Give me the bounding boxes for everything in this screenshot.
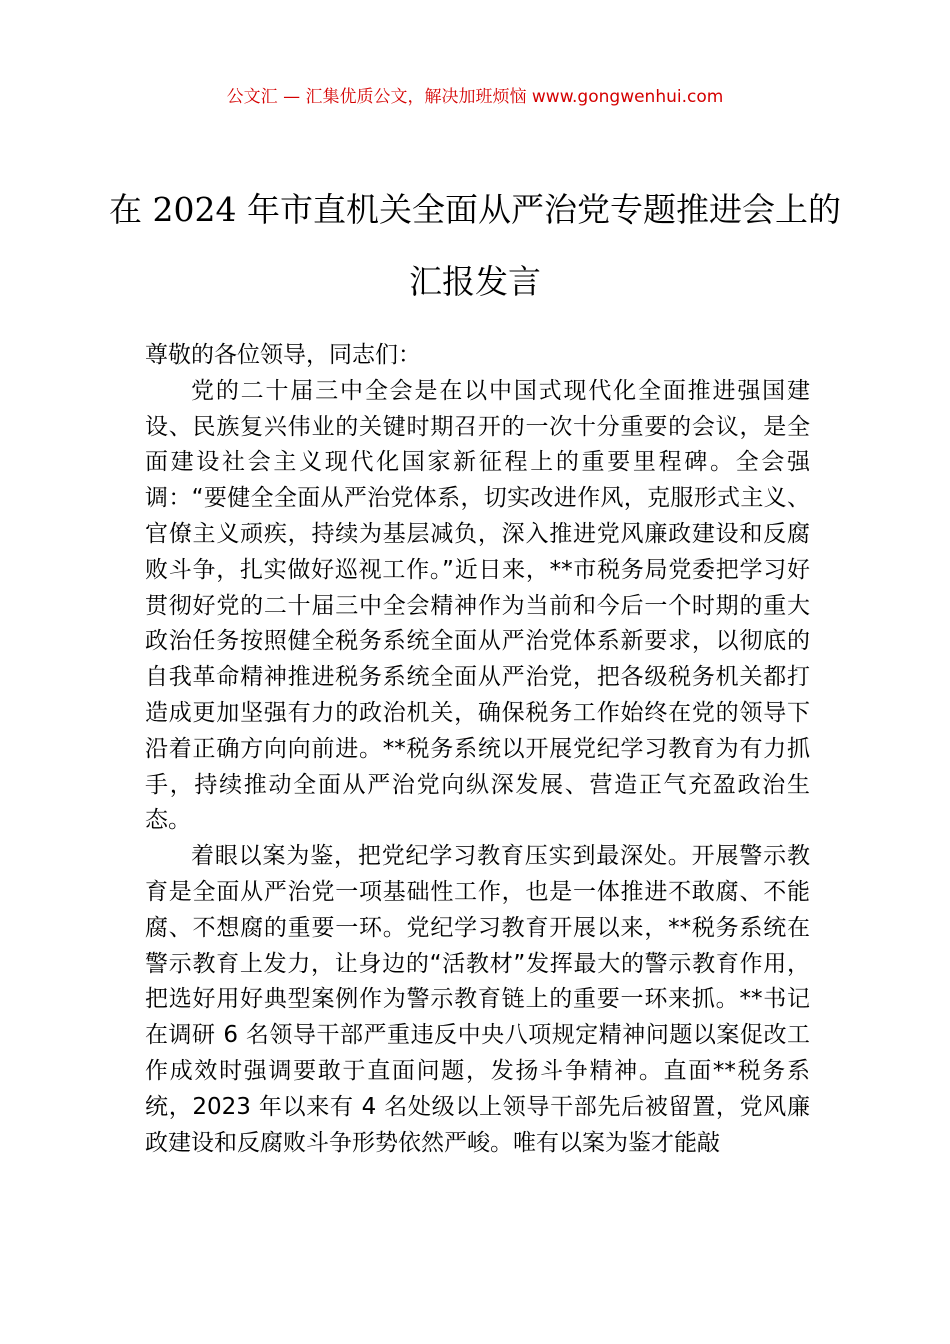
paragraph: 着眼以案为鉴，把党纪学习教育压实到最深处。开展警示教育是全面从严治党一项基础性工作，也是一体推进不敢腐、不能腐、不想腐的重要一环。党纪学习教育开展以来，**税务系统在警示教育上发力，让身边的“活教材”发挥最大的警示教育作用，把选好用好典型案例作为警示教育链上的重要一环来抓。**书记在调研 6 名领导干部严重违反中央八项规定精神问题以案促改工作成效时强调要敢于直面问题，发扬斗争精神。直面**税务系统，2023 年以来有 4 名处级以上领导干部先后被留置，党风廉政建设和反腐败斗争形势依然严峻。唯有以案为鉴才能敲 (145, 843, 810, 1156)
document-body (145, 338, 810, 1161)
header-banner: 公文汇 — 汇集优质公文，解决加班烦恼 www.gongwenhui.com (226, 87, 724, 107)
document-title: 在 2024 年市直机关全面从严治党专题推进会上的汇报发言 (109, 190, 841, 301)
salutation: 尊敬的各位领导，同志们： (145, 342, 421, 368)
paragraph: 党的二十届三中全会是在以中国式现代化全面推进强国建设、民族复兴伟业的关键时期召开的一次十分重要的会议，是全面建设社会主义现代化国家新征程上的重要里程碑。全会强调：“要健全全面从严治党体系，切实改进作风，克服形式主义、官僚主义顽疾，持续为基层减负，深入推进党风廉政建设和反腐败斗争，扎实做好巡视工作。”近日来，**市税务局党委把学习好贯彻好党的二十届三中全会精神作为当前和今后一个时期的重大政治任务按照健全税务系统全面从严治党体系新要求，以彻底的自我革命精神推进税务系统全面从严治党，把各级税务机关都打造成更加坚强有力的政治机关，确保税务工作始终在党的领导下沿着正确方向向前进。**税务系统以开展党纪学习教育为有力抓手，持续推动全面从严治党向纵深发展、营造正气充盈政治生态。 (145, 377, 810, 834)
